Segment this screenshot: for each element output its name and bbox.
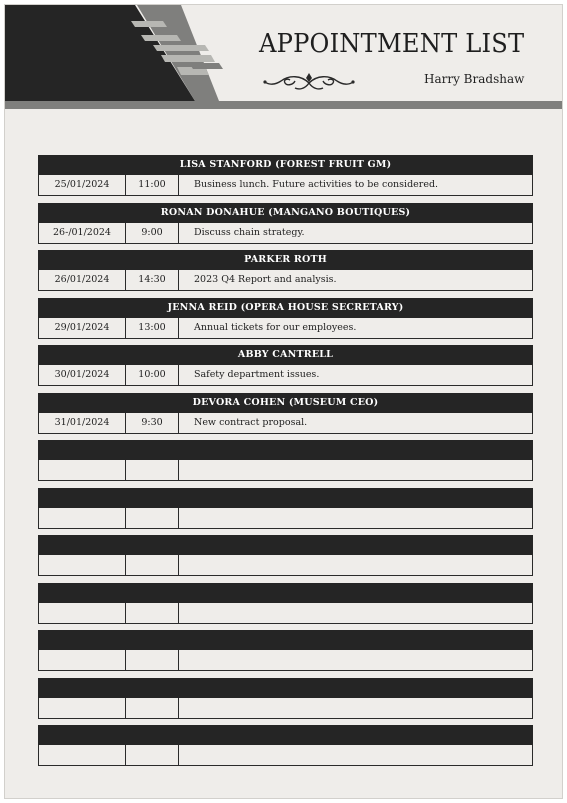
page-title: APPOINTMENT LIST (259, 29, 525, 59)
time-cell (126, 745, 179, 765)
appointment-details-row (38, 365, 533, 386)
appointment-entry (38, 535, 533, 576)
date-cell (39, 508, 126, 528)
appointment-details-row (38, 175, 533, 196)
header-graphic (5, 5, 563, 113)
contact-name-header (38, 630, 533, 650)
note-cell (179, 603, 532, 623)
note-cell: 2023 Q4 Report and analysis. (194, 274, 337, 285)
date-cell: 26/01/2024 (39, 270, 126, 290)
contact-name-header (38, 678, 533, 698)
appointment-entry (38, 155, 533, 196)
appointment-details-row (38, 603, 533, 624)
time-cell: 9:30 (126, 413, 179, 433)
contact-name-header: JENNA REID (OPERA HOUSE SECRETARY) (38, 298, 533, 318)
time-cell (126, 508, 179, 528)
appointment-details-row (38, 270, 533, 291)
date-cell (39, 555, 126, 575)
note-cell (179, 698, 532, 718)
appointment-entry (38, 250, 533, 291)
note-cell (179, 555, 532, 575)
time-cell: 13:00 (126, 318, 179, 338)
date-cell (39, 698, 126, 718)
appointment-entry (38, 298, 533, 339)
appointment-table (38, 155, 533, 773)
time-cell (126, 698, 179, 718)
appointment-entry (38, 630, 533, 671)
author-name: Harry Bradshaw (424, 72, 525, 86)
time-cell (126, 460, 179, 480)
date-cell: 26-/01/2024 (39, 223, 126, 243)
appointment-details-row (38, 745, 533, 766)
contact-name-header: PARKER ROTH (38, 250, 533, 270)
note-cell: New contract proposal. (194, 416, 308, 428)
appointment-details-row (38, 650, 533, 671)
appointment-entry (38, 583, 533, 624)
date-cell: 29/01/2024 (39, 318, 126, 338)
note-cell (179, 508, 532, 528)
contact-name-header (38, 440, 533, 460)
note-cell (179, 650, 532, 670)
time-cell: 10:00 (126, 365, 179, 385)
appointment-entry (38, 440, 533, 481)
time-cell: 14:30 (126, 270, 179, 290)
appointment-entry (38, 393, 533, 434)
appointment-details-row (38, 698, 533, 719)
time-cell: 11:00 (126, 175, 179, 195)
appointment-entry (38, 345, 533, 386)
appointment-details-row (38, 460, 533, 481)
date-cell: 30/01/2024 (39, 365, 126, 385)
appointment-entry (38, 678, 533, 719)
note-cell: Annual tickets for our employees. (194, 321, 357, 333)
note-cell: Business lunch. Future activities to be considered. (194, 179, 439, 190)
contact-name-header (38, 725, 533, 745)
contact-name-header (38, 535, 533, 555)
appointment-details-row (38, 508, 533, 529)
contact-name-header: RONAN DONAHUE (MANGANO BOUTIQUES) (38, 203, 533, 223)
appointment-details-row (38, 223, 533, 244)
date-cell (39, 603, 126, 623)
note-cell (179, 460, 532, 480)
date-cell (39, 650, 126, 670)
contact-name-header: ABBY CANTRELL (38, 345, 533, 365)
date-cell (39, 745, 126, 765)
contact-name-header (38, 583, 533, 603)
appointment-entry (38, 203, 533, 244)
time-cell: 9:00 (126, 223, 179, 243)
contact-name-header: DEVORA COHEN (MUSEUM CEO) (38, 393, 533, 413)
appointment-entry (38, 725, 533, 766)
note-cell: Safety department issues. (194, 369, 320, 380)
time-cell (126, 603, 179, 623)
appointment-details-row (38, 413, 533, 434)
header-accent-bar (5, 101, 563, 109)
contact-name-header: LISA STANFORD (FOREST FRUIT GM) (38, 155, 533, 175)
date-cell: 25/01/2024 (39, 175, 126, 195)
date-cell: 31/01/2024 (39, 413, 126, 433)
time-cell (126, 555, 179, 575)
contact-name-header (38, 488, 533, 508)
appointment-details-row (38, 555, 533, 576)
time-cell (126, 650, 179, 670)
page (4, 4, 563, 799)
note-cell: Discuss chain strategy. (194, 226, 305, 238)
date-cell (39, 460, 126, 480)
note-cell (179, 745, 532, 765)
appointment-entry (38, 488, 533, 529)
appointment-details-row (38, 318, 533, 339)
header (5, 5, 563, 113)
decorative-flourish-icon (259, 69, 359, 95)
